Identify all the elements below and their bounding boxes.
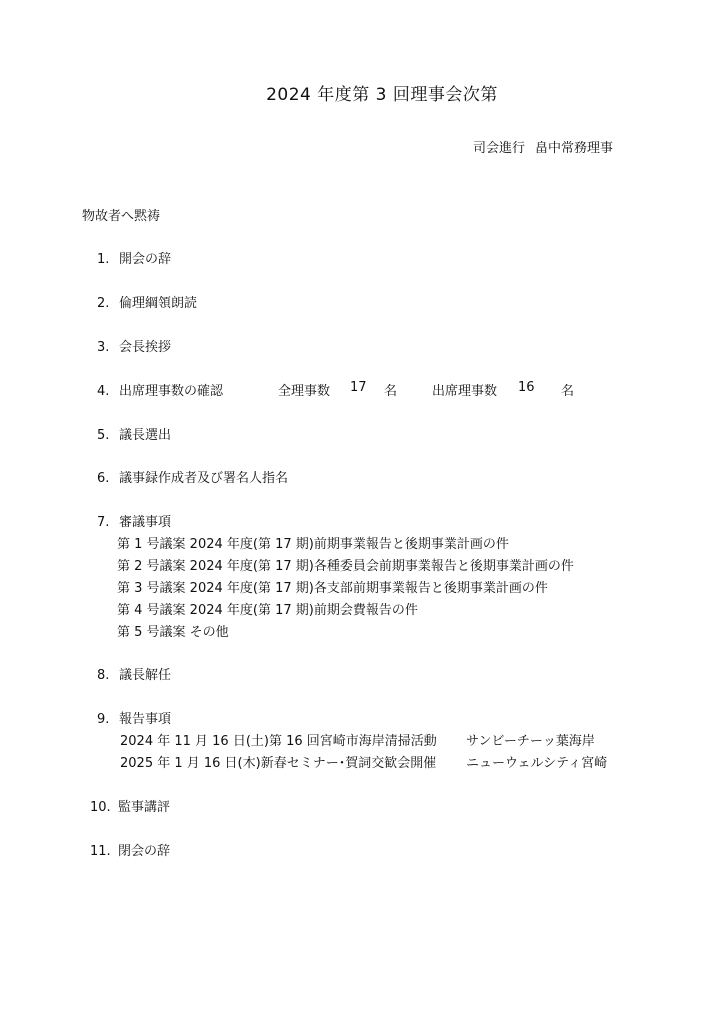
- deliberation-item-2: 第 2 号議案 2024 年度(第 17 期)各種委員会前期事業報告と後期事業計画の件: [117, 559, 574, 574]
- total-directors-unit: 名: [384, 384, 398, 399]
- report-event-1: 2024 年 11 月 16 日(土)第 16 回宮崎市海岸清掃活動: [120, 734, 437, 749]
- total-directors-value: 17: [350, 380, 367, 395]
- agenda-item-4: [97, 380, 223, 399]
- agenda-item-label: 報告事項: [119, 712, 172, 727]
- agenda-item-7: [97, 511, 171, 530]
- agenda-item-8: [97, 664, 171, 683]
- agenda-item-label: 審議事項: [119, 515, 172, 530]
- agenda-item-5: [97, 424, 171, 443]
- agenda-item-number: 11.: [90, 844, 111, 859]
- agenda-item-2: [97, 292, 197, 311]
- agenda-item-label: 開会の辞: [119, 252, 172, 267]
- agenda-item-number: 9.: [97, 712, 110, 727]
- deliberation-item-1: 第 1 号議案 2024 年度(第 17 期)前期事業報告と後期事業計画の件: [117, 537, 509, 552]
- silent-prayer: 物故者へ黙祷: [82, 209, 161, 224]
- agenda-item-label: 閉会の辞: [118, 844, 171, 859]
- agenda-item-6: [97, 467, 288, 486]
- deliberation-item-3: 第 3 号議案 2024 年度(第 17 期)各支部前期事業報告と後期事業計画の件: [117, 581, 548, 596]
- deliberation-item-4: 第 4 号議案 2024 年度(第 17 期)前期会費報告の件: [117, 603, 418, 618]
- total-directors-label: 全理事数: [278, 384, 331, 399]
- report-event-2: 2025 年 1 月 16 日(木)新春セミナー･賀詞交歓会開催: [120, 756, 437, 771]
- chairperson-line: [473, 137, 613, 156]
- chair-name: 畠中常務理事: [535, 141, 614, 156]
- page-title: 2024 年度第 3 回理事会次第: [266, 85, 498, 105]
- deliberation-item-5: 第 5 号議案 その他: [117, 625, 229, 640]
- agenda-item-number: 7.: [97, 515, 110, 530]
- present-directors-value: 16: [518, 380, 535, 395]
- agenda-item-number: 3.: [97, 340, 110, 355]
- agenda-item-9: [97, 708, 171, 727]
- agenda-item-label: 出席理事数の確認: [119, 384, 224, 399]
- agenda-item-label: 議長選出: [119, 428, 172, 443]
- present-directors-unit: 名: [561, 384, 575, 399]
- agenda-item-label: 議事録作成者及び署名人指名: [119, 471, 289, 486]
- present-directors-label: 出席理事数: [432, 384, 498, 399]
- report-venue-1: サンビーチーッ葉海岸: [466, 734, 595, 749]
- agenda-item-number: 5.: [97, 428, 110, 443]
- agenda-item-label: 会長挨拶: [119, 340, 172, 355]
- agenda-item-10: [90, 796, 170, 815]
- agenda-item-number: 2.: [97, 296, 110, 311]
- agenda-item-number: 1.: [97, 252, 110, 267]
- agenda-item-number: 4.: [97, 384, 110, 399]
- agenda-item-label: 監事講評: [118, 800, 171, 815]
- agenda-item-number: 10.: [90, 800, 111, 815]
- agenda-item-1: [97, 248, 171, 267]
- chair-role: 司会進行: [473, 141, 526, 156]
- agenda-item-label: 倫理綱領朗読: [119, 296, 198, 311]
- agenda-item-number: 8.: [97, 668, 110, 683]
- report-venue-2: ニューウェルシティ宮崎: [466, 756, 608, 771]
- agenda-item-11: [90, 840, 170, 859]
- agenda-item-3: [97, 336, 171, 355]
- agenda-item-label: 議長解任: [119, 668, 172, 683]
- agenda-item-number: 6.: [97, 471, 110, 486]
